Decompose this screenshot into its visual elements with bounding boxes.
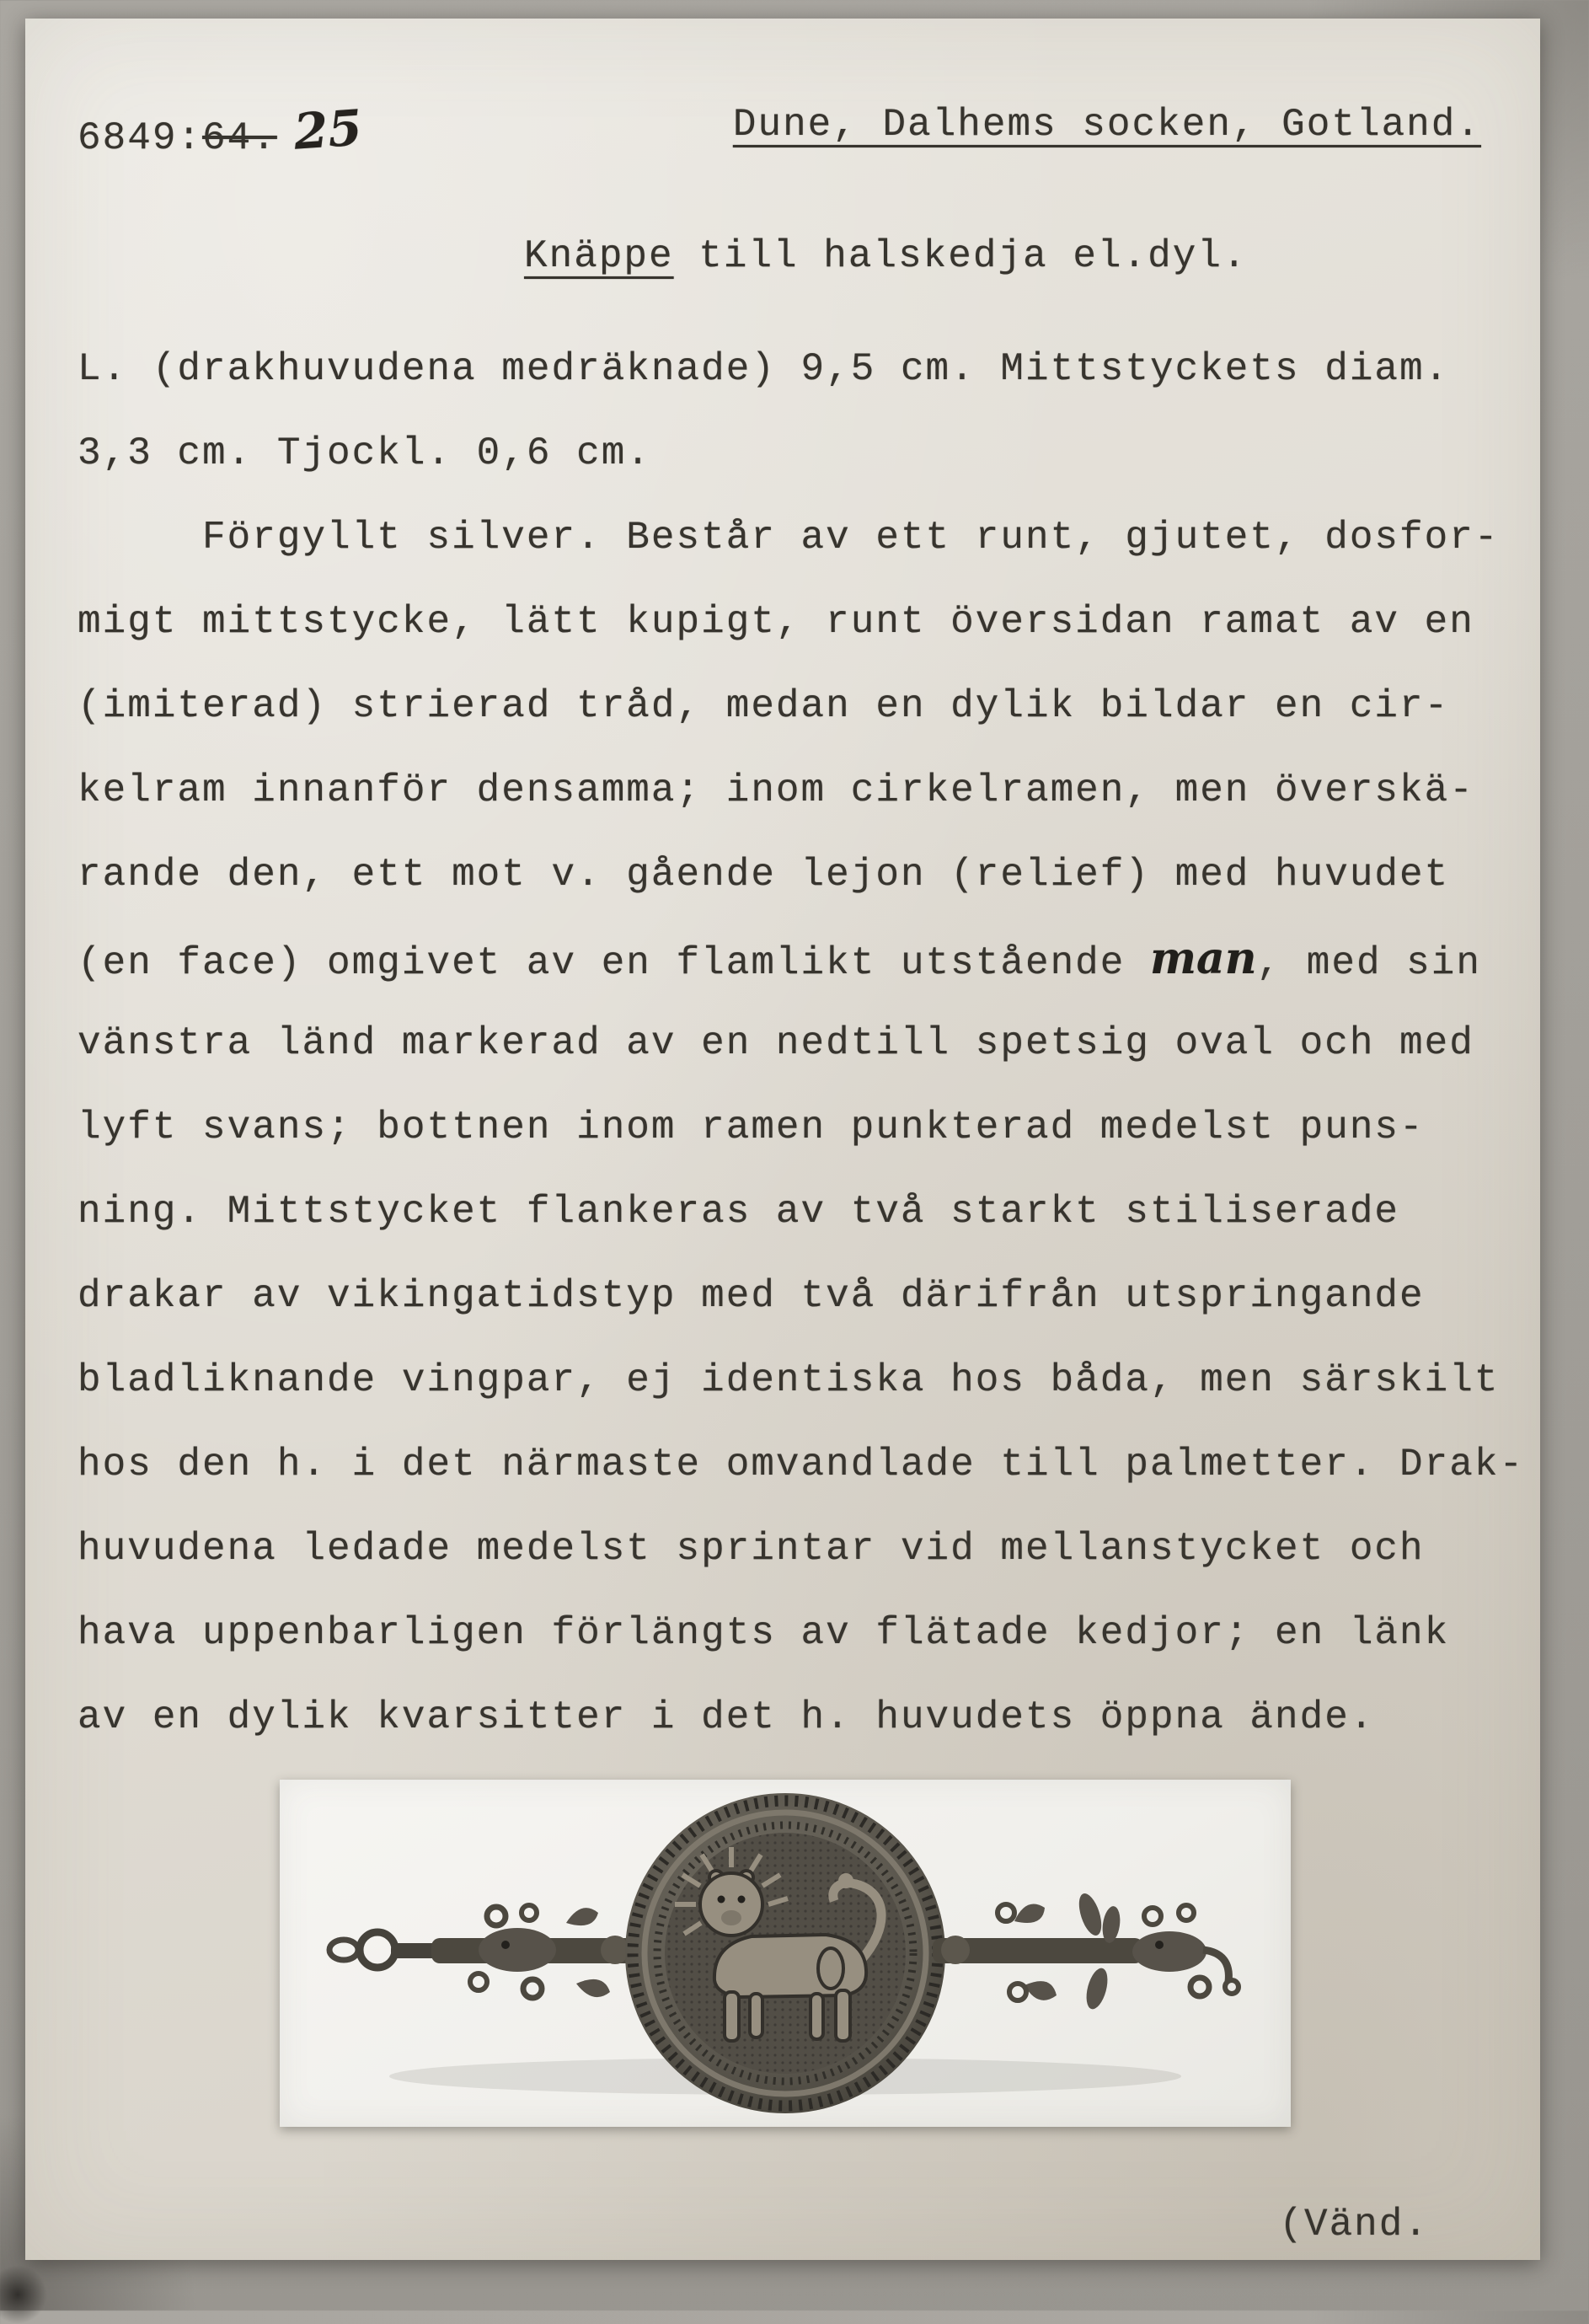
text-line: vänstra länd markerad av en nedtill spetsig oval och med: [78, 1021, 1474, 1065]
text-line: drakar av vikingatidstyp med två därifrån utspringande: [78, 1274, 1425, 1318]
document-title: [524, 234, 1248, 278]
text-line: lyft svans; bottnen inom ramen punkterad medelst puns-: [78, 1106, 1425, 1149]
central-lion-medallion: [625, 1793, 945, 2113]
text-line: (en face) omgivet av en flamlikt utstående man, med sin: [78, 933, 1481, 985]
text-line: huvudena ledade medelst sprintar vid mellanstycket och: [78, 1527, 1425, 1571]
inventory-handwritten-number: 25: [292, 99, 364, 161]
text-line: migt mittstycke, lätt kupigt, runt översidan ramat av en: [78, 600, 1474, 644]
text-line: rande den, ett mot v. gående lejon (relief) med huvudet: [78, 853, 1450, 897]
text-line: hos den h. i det närmaste omvandlade till palmetter. Drak-: [78, 1443, 1525, 1486]
catalog-card: [25, 19, 1540, 2260]
title-rest: till halskedja el.dyl.: [673, 234, 1248, 278]
turn-note: (Vänd.: [1279, 2203, 1429, 2246]
artifact-illustration: [280, 1780, 1291, 2127]
text-line: av en dylik kvarsitter i det h. huvudets öppna ände.: [78, 1695, 1375, 1739]
left-dragon-arm: [329, 1905, 638, 1998]
right-dragon-arm: [933, 1891, 1239, 2011]
text-line: hava uppenbarligen förlängts av flätade kedjor; en länk: [78, 1611, 1450, 1655]
location-heading: Dune, Dalhems socken, Gotland.: [732, 103, 1481, 147]
text-line: kelram innanför densamma; inom cirkelramen, men överskä-: [78, 768, 1474, 812]
artifact-photo: [280, 1780, 1291, 2127]
inventory-prefix: 6849:: [78, 116, 203, 160]
text-line: (imiterad) strierad tråd, medan en dylik bildar en cir-: [78, 684, 1450, 728]
inventory-struck-number: 64.: [202, 116, 277, 160]
text-line: 3,3 cm. Tjockl. 0,6 cm.: [78, 431, 651, 475]
inventory-number: [78, 99, 364, 161]
text-line: L. (drakhuvudena medräknade) 9,5 cm. Mittstyckets diam.: [78, 347, 1450, 391]
text-line: ning. Mittstycket flankeras av två starkt stiliserade: [78, 1190, 1400, 1234]
text-line: bladliknande vingpar, ej identiska hos båda, men särskilt: [78, 1358, 1500, 1402]
header-row: [78, 99, 1481, 161]
body-text: [78, 327, 1525, 1759]
text-line: Förgyllt silver. Består av ett runt, gjutet, dosfor-: [78, 516, 1500, 560]
title-underlined-word: Knäppe: [524, 234, 674, 278]
handwritten-word: man: [1150, 933, 1257, 984]
